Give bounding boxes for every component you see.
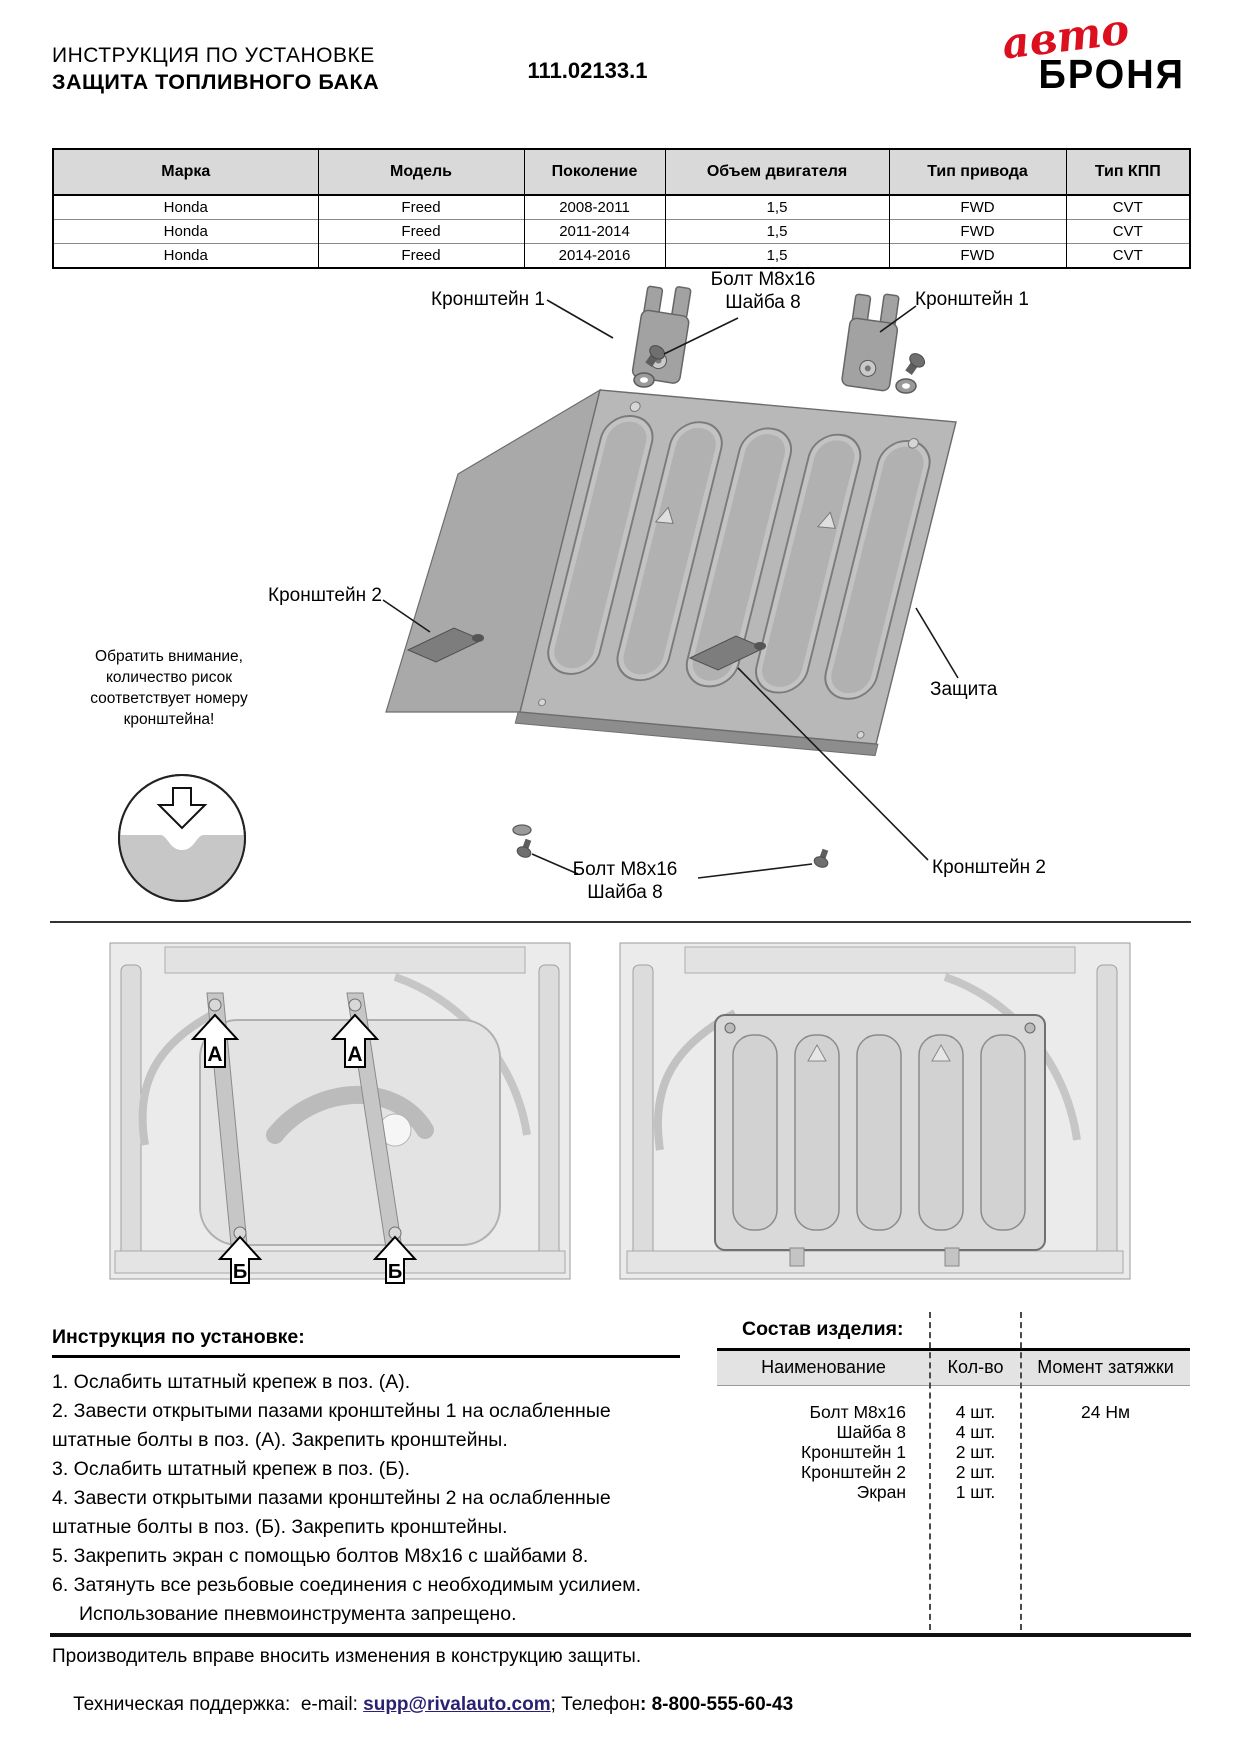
label-washer: Шайба 8 xyxy=(725,292,801,313)
parts-row xyxy=(717,1482,1190,1502)
parts-header-row xyxy=(717,1351,1190,1386)
part-qty: 1 шт. xyxy=(955,1481,996,1502)
part-name: Болт М8х16 xyxy=(809,1401,906,1422)
bolt-part xyxy=(813,847,832,869)
table-cell: FWD xyxy=(889,244,1066,269)
label-bracket2-bottom: Кронштейн 2 xyxy=(932,857,1046,878)
parts-column-divider xyxy=(1020,1312,1022,1630)
washer-part xyxy=(896,379,916,393)
column-header: Объем двигателя xyxy=(665,149,889,195)
washer-part xyxy=(513,825,531,835)
column-header: Тип КПП xyxy=(1066,149,1190,195)
table-row xyxy=(53,195,1190,220)
column-header: Поколение xyxy=(524,149,665,195)
table-cell: Honda xyxy=(53,220,318,244)
table-cell: 1,5 xyxy=(665,220,889,244)
exploded-diagram xyxy=(50,260,1191,918)
label-bracket1-left: Кронштейн 1 xyxy=(431,289,545,310)
parts-row xyxy=(717,1442,1190,1462)
groove-note-line1: Обратить внимание, количество рисок xyxy=(95,648,243,686)
table-cell: FWD xyxy=(889,220,1066,244)
table-header-row xyxy=(53,149,1190,195)
logo-avto: авто xyxy=(999,4,1132,69)
footer-rule xyxy=(50,1633,1191,1637)
label-bolt-washer-bottom xyxy=(555,858,695,904)
table-cell: Freed xyxy=(318,244,524,269)
part-torque xyxy=(1021,1442,1190,1462)
label-washer: Шайба 8 xyxy=(587,882,663,903)
phone-label: Телефон xyxy=(555,1694,640,1715)
bolt-part xyxy=(902,351,927,377)
part-torque xyxy=(1021,1422,1190,1442)
part-qty: 4 шт. xyxy=(955,1401,996,1422)
column-header: Момент затяжки xyxy=(1037,1357,1174,1377)
instructions-heading: Инструкция по установке: xyxy=(52,1326,305,1348)
underbody-after-art xyxy=(605,935,1145,1287)
parts-row xyxy=(717,1402,1190,1422)
washer-part xyxy=(634,373,654,387)
label-bolt-washer-top xyxy=(688,268,838,314)
groove-note xyxy=(53,646,285,730)
marker-a-label: А xyxy=(347,1043,363,1066)
footer-support xyxy=(52,1672,793,1738)
vehicle-fitment-table xyxy=(52,148,1191,269)
parts-row xyxy=(717,1462,1190,1482)
table-row xyxy=(53,220,1190,244)
phone-number: : 8-800-555-60-43 xyxy=(639,1694,794,1715)
underbody-before-art xyxy=(95,935,585,1287)
table-cell: CVT xyxy=(1066,244,1190,269)
step-item: 2. Завести открытыми пазами кронштейны 1 на ослабленные штатные болты в поз. (А). Закрепить кронштейны. xyxy=(52,1400,611,1451)
part-name: Экран xyxy=(856,1481,906,1502)
table-cell: 2014-2016 xyxy=(524,244,665,269)
step-item: 5. Закрепить экран с помощью болтов М8х16 с шайбами 8. xyxy=(52,1545,589,1567)
support-label: Техническая поддержка: e-mail: xyxy=(73,1694,364,1715)
marker-b-label: Б xyxy=(232,1261,248,1283)
marker-a-label: А xyxy=(207,1043,223,1066)
table-cell: 1,5 xyxy=(665,244,889,269)
step-item: 4. Завести открытыми пазами кронштейны 2 на ослабленные штатные болты в поз. (Б). Закрепить кронштейны. xyxy=(52,1487,611,1538)
bracket1-right-part xyxy=(841,290,902,392)
parts-row xyxy=(717,1422,1190,1442)
product-title: ЗАЩИТА ТОПЛИВНОГО БАКА xyxy=(52,70,380,94)
table-cell: 2011-2014 xyxy=(524,220,665,244)
support-email-suffix: ; xyxy=(550,1694,556,1715)
step-item: 1. Ослабить штатный крепеж в поз. (А). xyxy=(52,1371,411,1393)
parts-rows xyxy=(717,1402,1190,1502)
exploded-diagram-art xyxy=(50,260,1191,918)
part-qty: 2 шт. xyxy=(955,1461,996,1482)
groove-note-icon xyxy=(110,775,254,905)
label-bracket1-right: Кронштейн 1 xyxy=(915,289,1029,310)
footer-disclaimer: Производитель вправе вносить изменения в конструкцию защиты. xyxy=(52,1646,642,1667)
part-name: Кронштейн 1 xyxy=(801,1441,906,1462)
support-email-link[interactable]: supp@rivalauto.com xyxy=(363,1694,551,1715)
parts-column-divider xyxy=(929,1312,931,1630)
table-cell: 2008-2011 xyxy=(524,195,665,220)
table-cell: CVT xyxy=(1066,195,1190,220)
column-header: Модель xyxy=(318,149,524,195)
label-shield: Защита xyxy=(930,679,998,700)
table-cell: Freed xyxy=(318,220,524,244)
doc-type-title: ИНСТРУКЦИЯ ПО УСТАНОВКЕ xyxy=(52,44,375,67)
part-torque xyxy=(1021,1462,1190,1482)
instructions-steps xyxy=(52,1368,670,1629)
parts-list xyxy=(717,1318,1190,1502)
photo-before-install xyxy=(95,935,585,1287)
part-qty: 4 шт. xyxy=(955,1421,996,1442)
step-item: 6. Затянуть все резьбовые соединения с необходимым усилием. Использование пневмоинструмента запрещено. xyxy=(52,1574,642,1625)
column-header: Тип привода xyxy=(889,149,1066,195)
table-cell: Honda xyxy=(53,195,318,220)
part-qty: 2 шт. xyxy=(955,1441,996,1462)
instructions-rule xyxy=(52,1355,680,1358)
groove-note-line2: соответствует номеру кронштейна! xyxy=(90,690,248,728)
label-bolt: Болт М8х16 xyxy=(572,859,678,880)
part-number: 111.02133.1 xyxy=(527,58,648,83)
table-cell: Honda xyxy=(53,244,318,269)
section-divider xyxy=(50,921,1191,923)
bolt-part xyxy=(516,837,535,859)
table-cell: 1,5 xyxy=(665,195,889,220)
step-item: 3. Ослабить штатный крепеж в поз. (Б). xyxy=(52,1458,410,1480)
part-torque xyxy=(1021,1482,1190,1502)
table-cell: CVT xyxy=(1066,220,1190,244)
part-name: Шайба 8 xyxy=(836,1421,906,1442)
label-bolt: Болт М8х16 xyxy=(710,269,816,290)
column-header: Кол-во xyxy=(947,1357,1004,1377)
part-name: Кронштейн 2 xyxy=(801,1461,906,1482)
bracket1-left-part xyxy=(632,282,694,384)
column-header: Наименование xyxy=(761,1357,886,1377)
table-cell: FWD xyxy=(889,195,1066,220)
parts-heading: Состав изделия: xyxy=(742,1318,904,1340)
photo-after-install xyxy=(605,935,1145,1287)
table-cell: Freed xyxy=(318,195,524,220)
logo-bronya: БРОНЯ xyxy=(1038,52,1185,98)
part-torque: 24 Нм xyxy=(1081,1401,1130,1422)
marker-b-label: Б xyxy=(387,1261,403,1283)
column-header: Марка xyxy=(53,149,318,195)
label-bracket2-left: Кронштейн 2 xyxy=(268,585,382,606)
